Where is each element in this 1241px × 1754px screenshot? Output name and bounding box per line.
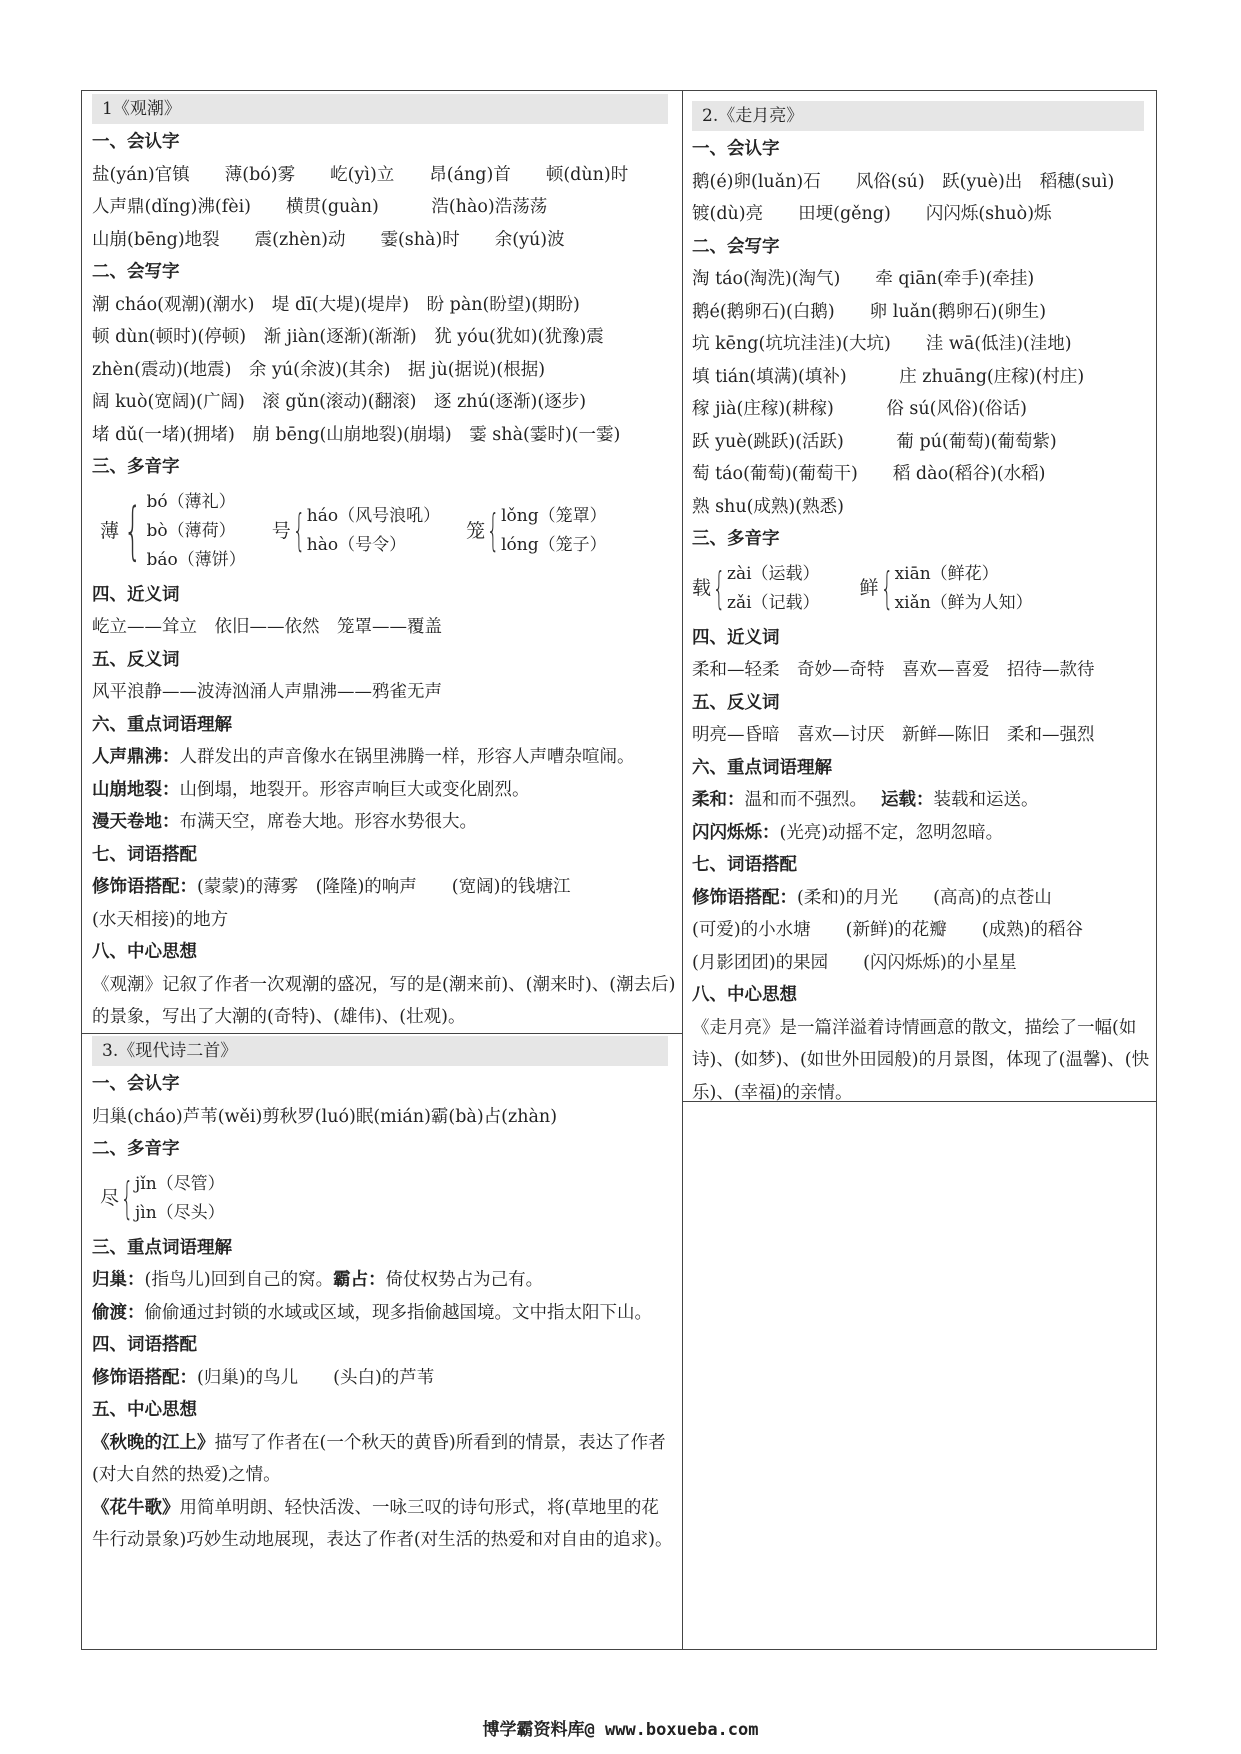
- term: 柔和：: [692, 790, 745, 810]
- polyphone-readings: [727, 560, 820, 618]
- section-heading: 七、词语搭配: [92, 844, 197, 865]
- polyphone-group: [466, 502, 607, 560]
- section-heading: 三、多音字: [92, 457, 180, 477]
- term: 运载：: [881, 790, 934, 810]
- term-definition: [92, 741, 676, 774]
- polyphone-block: [692, 556, 1152, 622]
- polyphone-group: [100, 488, 246, 575]
- section-heading: 七、词语搭配: [692, 855, 797, 875]
- section-heading: 三、重点词语理解: [92, 1237, 232, 1258]
- paragraph: [92, 1427, 676, 1492]
- polyphone-char: 薄: [100, 519, 120, 542]
- text-line: 淘 táo(淘洗)(淘气) 牵 qiān(牵手)(牵挂): [692, 269, 1035, 289]
- term-definition: [92, 774, 676, 807]
- lesson-3-cell: [92, 1036, 676, 1557]
- paragraph: [92, 1492, 676, 1557]
- polyphone-char: 笼: [466, 519, 486, 542]
- polyphone-readings: [501, 502, 607, 560]
- text-line: (月影团团)的果园 (闪闪烁烁)的小星星: [692, 952, 1017, 973]
- term: 修饰语搭配：: [92, 877, 197, 897]
- reading: hào（号令）: [306, 535, 407, 555]
- collocation: (柔和)的月光 (高高)的点苍山: [797, 887, 1052, 908]
- polyphone-group: [692, 560, 820, 618]
- lesson-title: 2.《走月亮》: [692, 101, 1144, 131]
- column-divider: [682, 90, 683, 1650]
- collocation: (蒙蒙)的薄雾 (隆隆)的响声 (宽阔)的钱塘江: [197, 877, 571, 897]
- reading: báo（薄饼）: [146, 549, 246, 570]
- paragraph: 《观潮》记叙了作者一次观潮的盛况，写的是(潮来前)、(潮来时)、(潮去后)的景象，写出了大潮的(奇特)、(雄伟)、(壮观)。: [92, 974, 676, 1027]
- definition: 人群发出的声音像水在锅里沸腾一样，形容人声嘈杂喧闹。: [179, 747, 635, 767]
- section-heading: 一、会认字: [92, 1074, 180, 1094]
- reading: xiǎn（鲜为人知）: [894, 592, 1033, 613]
- section-heading: 二、会写字: [692, 236, 780, 257]
- section-heading: 六、重点词语理解: [692, 757, 832, 778]
- section-heading: 二、多音字: [92, 1139, 180, 1159]
- text-line: 稼 jià(庄稼)(耕稼) 俗 sú(风俗)(俗话): [692, 399, 1027, 419]
- text-line: 盐(yán)官镇 薄(bó)雾 屹(yì)立 昂(áng)首 顿(dùn)时: [92, 164, 629, 185]
- definition: 山倒塌，地裂开。形容声响巨大或变化剧烈。: [179, 779, 530, 800]
- brace-icon: {: [292, 505, 306, 556]
- polyphone-readings: [146, 488, 245, 575]
- section-heading: 三、多音字: [692, 529, 780, 549]
- reading: bó（薄礼）: [146, 491, 236, 512]
- brace-icon: {: [880, 562, 893, 614]
- poem-title: 《秋晚的江上》: [92, 1432, 215, 1453]
- definition: 布满天空，席卷大地。形容水势很大。: [179, 812, 477, 832]
- text-line: 鹅(é)卵(luǎn)石 风俗(sú) 跃(yuè)出 稻穗(suì): [692, 171, 1115, 192]
- collocation-line: [92, 871, 676, 904]
- text-line: (可爱)的小水塘 (新鲜)的花瓣 (成熟)的稻谷: [692, 920, 1083, 940]
- section-heading: 四、词语搭配: [92, 1335, 197, 1355]
- brace-icon: {: [486, 505, 500, 556]
- term-definition: [692, 784, 1152, 817]
- term: 偷渡：: [92, 1302, 145, 1323]
- collocation: (归巢)的鸟儿 (头白)的芦苇: [197, 1367, 435, 1388]
- section-heading: 八、中心思想: [92, 942, 197, 962]
- polyphone-group: [860, 560, 1033, 618]
- reading: háo（风号浪吼）: [306, 506, 441, 526]
- reading: lǒng（笼罩）: [501, 506, 607, 526]
- brace-icon: {: [123, 494, 142, 567]
- polyphone-char: 号: [271, 519, 291, 542]
- reading: zǎi（记载）: [727, 592, 820, 613]
- polyphone-block: [92, 484, 676, 579]
- lesson-1-cell: [92, 94, 676, 1034]
- polyphone-char: 尽: [100, 1187, 120, 1210]
- reading: zài（运载）: [727, 563, 820, 584]
- term: 归巢：: [92, 1270, 145, 1290]
- term: 修饰语搭配：: [692, 887, 797, 908]
- section-heading: 五、反义词: [692, 692, 780, 713]
- polyphone-readings: [895, 560, 1033, 618]
- section-heading: 一、会认字: [692, 139, 780, 159]
- polyphone-group: [272, 502, 440, 560]
- brace-icon: {: [120, 1172, 134, 1224]
- section-heading: 八、中心思想: [692, 985, 797, 1005]
- paragraph: 《走月亮》是一篇洋溢着诗情画意的散文，描绘了一幅(如诗)、(如梦)、(如世外田园般)的月景图，体现了(温馨)、(快乐)、(幸福)的亲情。: [692, 1017, 1150, 1103]
- reading: xiān（鲜花）: [894, 563, 999, 584]
- section-heading: 四、近义词: [92, 584, 180, 605]
- reading: jǐn（尽管）: [135, 1173, 225, 1194]
- collocation-line: [692, 882, 1152, 915]
- text-line: (水天相接)的地方: [92, 909, 229, 930]
- section-heading: 一、会认字: [92, 132, 180, 152]
- definition: 偷偷通过封锁的水域或区域，现多指偷越国境。文中指太阳下山。: [144, 1302, 652, 1323]
- lesson-title: 3.《现代诗二首》: [92, 1036, 668, 1066]
- footer-watermark: 博学霸资料库@ www.boxueba.com: [482, 1720, 759, 1740]
- polyphone-readings: [135, 1170, 225, 1228]
- term: 漫天卷地：: [92, 812, 180, 832]
- text-line: 风平浪静——波涛汹涌人声鼎沸——鸦雀无声: [92, 682, 442, 702]
- text-line: 萄 táo(葡萄)(葡萄干) 稻 dào(稻谷)(水稻): [692, 464, 1046, 484]
- poem-title: 《花牛歌》: [92, 1497, 180, 1518]
- definition: (指鸟儿)回到自己的窝。: [144, 1270, 334, 1290]
- term-definition: [92, 806, 676, 839]
- paragraph-text: 描写了作者在(一个秋天的黄昏)所看到的情景，表达了作者(对大自然的热爱)之情。: [92, 1432, 666, 1485]
- section-heading: 五、反义词: [92, 649, 180, 670]
- term: 霸占：: [333, 1270, 386, 1290]
- lesson-2-cell: [692, 101, 1152, 1109]
- definition: 温和而不强烈。: [744, 790, 867, 810]
- text-line: 跃 yuè(跳跃)(活跃) 葡 pú(葡萄)(葡萄紫): [692, 431, 1057, 452]
- brace-icon: {: [712, 562, 726, 614]
- term-definition: [692, 817, 1152, 850]
- definition: 倚仗权势占为己有。: [385, 1270, 544, 1290]
- term: 人声鼎沸：: [92, 747, 180, 767]
- term-definition: [92, 1264, 676, 1297]
- polyphone-char: 载: [692, 577, 712, 600]
- collocation-line: [92, 1362, 676, 1395]
- definition: 装载和运送。: [933, 790, 1039, 810]
- text-line: 屹立——耸立 依旧——依然 笼罩——覆盖: [92, 617, 442, 637]
- section-heading: 二、会写字: [92, 262, 180, 282]
- text-line: 坑 kēng(坑坑洼洼)(大坑) 洼 wā(低洼)(洼地): [692, 334, 1072, 354]
- reading: lóng（笼子）: [501, 535, 607, 555]
- text-line: 明亮—昏暗 喜欢—讨厌 新鲜—陈旧 柔和—强烈: [692, 725, 1095, 745]
- polyphone-char: 鲜: [859, 577, 879, 600]
- term: 山崩地裂：: [92, 779, 180, 800]
- section-heading: 五、中心思想: [92, 1400, 197, 1420]
- definition: (光亮)动摇不定，忽明忽暗。: [779, 822, 1004, 843]
- text-line: 镀(dù)亮 田埂(gěng) 闪闪烁(shuò)烁: [692, 204, 1052, 224]
- term-definition: [92, 1297, 676, 1330]
- polyphone-block: [92, 1166, 676, 1232]
- text-line: 潮 cháo(观潮)(潮水) 堤 dī(大堤)(堤岸) 盼 pàn(盼望)(期盼): [92, 294, 580, 315]
- text-line: 填 tián(填满)(填补) 庄 zhuāng(庄稼)(村庄): [692, 366, 1085, 387]
- text-line: zhèn(震动)(地震) 余 yú(余波)(其余) 据 jù(据说)(根据): [92, 359, 546, 380]
- text-line: 鹅é(鹅卵石)(白鹅) 卵 luǎn(鹅卵石)(卵生): [692, 301, 1047, 322]
- section-heading: 四、近义词: [692, 627, 780, 648]
- text-line: 堵 dǔ(一堵)(拥堵) 崩 bēng(山崩地裂)(崩塌) 霎 shà(霎时)(一霎): [92, 424, 621, 445]
- text-line: 人声鼎(dǐng)沸(fèi) 横贯(guàn) 浩(hào)浩荡荡: [92, 197, 548, 217]
- text-line: 熟 shu(成熟)(熟悉): [692, 496, 844, 517]
- text-line: 顿 dùn(顿时)(停顿) 渐 jiàn(逐渐)(渐渐) 犹 yóu(犹如)(犹豫)震: [92, 327, 604, 347]
- reading: jìn（尽头）: [135, 1202, 225, 1223]
- term: 闪闪烁烁：: [692, 822, 780, 843]
- section-heading: 六、重点词语理解: [92, 714, 232, 735]
- text-line: 阔 kuò(宽阔)(广阔) 滚 gǔn(滚动)(翻滚) 逐 zhú(逐渐)(逐步): [92, 392, 587, 412]
- text-line: 柔和—轻柔 奇妙—奇特 喜欢—喜爱 招待—款待: [692, 660, 1095, 680]
- polyphone-readings: [307, 502, 440, 560]
- lesson-title: 1《观潮》: [92, 94, 668, 124]
- reading: bò（薄荷）: [146, 520, 236, 541]
- text-line: 山崩(bēng)地裂 震(zhèn)动 霎(shà)时 余(yú)波: [92, 229, 565, 250]
- term: 修饰语搭配：: [92, 1367, 197, 1388]
- paragraph-text: 用简单明朗、轻快活泼、一咏三叹的诗句形式，将(草地里的花牛行动景象)巧妙生动地展现，表达了作者(对生活的热爱和对自由的追求)。: [92, 1497, 673, 1550]
- polyphone-group: [100, 1170, 225, 1228]
- text-line: 归巢(cháo)芦苇(wěi)剪秋罗(luó)眠(mián)霸(bà)占(zhàn): [92, 1106, 558, 1127]
